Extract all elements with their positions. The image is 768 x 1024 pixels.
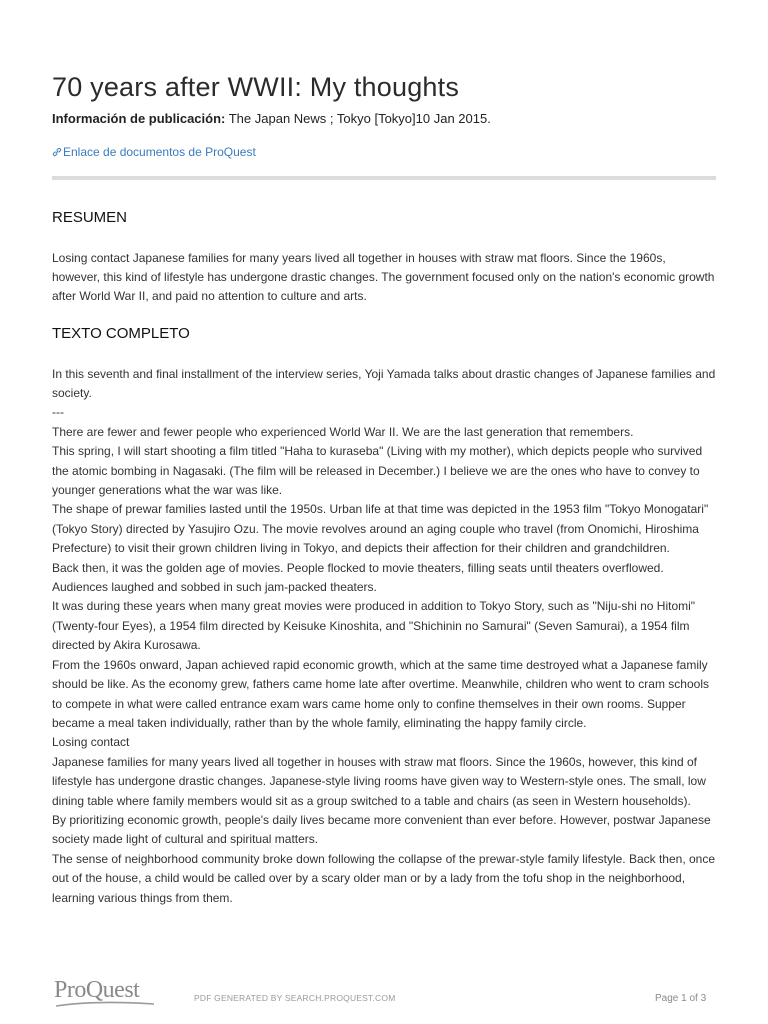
- paragraph: From the 1960s onward, Japan achieved rapid economic growth, which at the same time destroyed what a Japanese family should be like. As the economy grew, fathers came home late after overtime. Meanwhile, children who went to cram schools to compete in what were called entrance exam wars came home only to confine themselves in their own rooms. Supper became a meal taken individually, rather than by the whole family, eliminating the happy family circle.: [52, 657, 709, 730]
- fulltext-body: [52, 365, 716, 908]
- abstract-heading: RESUMEN: [52, 209, 128, 226]
- paragraph: The sense of neighborhood community broke down following the collapse of the prewar-style family lifestyle. Back then, once out of the house, a child would be called over by a scary older man or by a lady from the tofu shop in the neighborhood, learning various things from them.: [52, 851, 716, 905]
- abstract-text: Losing contact Japanese families for many years lived all together in houses with straw mat floors. Since the 1960s, however, this kind of lifestyle has undergone drastic changes. The government focused only on the nation's economic growth after World War II, and paid no attention to culture and arts.: [52, 251, 715, 304]
- fulltext-heading: TEXTO COMPLETO: [52, 324, 190, 342]
- paragraph: This spring, I will start shooting a film titled "Haha to kuraseba" (Living with my mother), which depicts people who survived the atomic bombing in Nagasaki. (The film will be released in December.) I believe we are the ones who have to convey to younger generations what the war was like.: [52, 444, 703, 498]
- paragraph: It was during these years when many great movies were produced in addition to Tokyo Story, such as "Niju-shi no Hitomi" (Twenty-four Eyes), a 1954 film directed by Keisuke Kinoshita, and "Shichinin no Samurai" (Seven Samurai), a 1954 film directed by Akira Kurosawa.: [52, 599, 696, 653]
- paragraph: Japanese families for many years lived all together in houses with straw mat floors. Since the 1960s, however, this kind of lifestyle has undergone drastic changes. Japanese-style living rooms have given way to Western-style ones. The small, low dining table where family members would sit as a group switched to a table and chairs (as seen in Western households).: [52, 754, 706, 808]
- page-number: Page 1 of 3: [655, 993, 707, 1004]
- page-footer: [0, 975, 768, 1015]
- header-divider: [52, 176, 716, 180]
- proquest-logo: [54, 975, 164, 1011]
- publication-info-value: The Japan News ; Tokyo [Tokyo]10 Jan 2015.: [225, 111, 491, 126]
- link-icon: [52, 147, 62, 157]
- document-page: [52, 70, 716, 908]
- paragraph: There are fewer and fewer people who experienced World War II. We are the last generation that remembers.: [52, 424, 634, 439]
- doc-link-label[interactable]: Enlace de documentos de ProQuest: [63, 145, 256, 159]
- paragraph: ---: [52, 405, 64, 420]
- paragraph: The shape of prewar families lasted until the 1950s. Urban life at that time was depicted in the 1953 film "Tokyo Monogatari" (Tokyo Story) directed by Yasujiro Ozu. The movie revolves around an aging couple who travel (from Onomichi, Hiroshima Prefecture) to visit their grown children living in Tokyo, and depicts their affection for their children and grandchildren.: [52, 502, 709, 556]
- publication-info: [52, 110, 716, 128]
- logo-text: ProQuest: [54, 977, 140, 1003]
- paragraph: Back then, it was the golden age of movies. People flocked to movie theaters, filling seats until theaters overflowed. Audiences laughed and sobbed in such jam-packed theaters.: [52, 560, 664, 595]
- proquest-document-link[interactable]: [52, 144, 716, 160]
- logo-swoosh-icon: [56, 999, 156, 1009]
- publication-info-label: Información de publicación:: [52, 111, 226, 126]
- document-title: 70 years after WWII: My thoughts: [52, 72, 460, 102]
- pdf-generated-note: PDF GENERATED BY SEARCH.PROQUEST.COM: [194, 993, 396, 1003]
- subheading: Losing contact: [52, 735, 130, 750]
- paragraph: By prioritizing economic growth, people's daily lives became more convenient than ever before. However, postwar Japanese society made light of cultural and spiritual matters.: [52, 812, 711, 847]
- paragraph: In this seventh and final installment of the interview series, Yoji Yamada talks about drastic changes of Japanese families and society.: [52, 366, 716, 401]
